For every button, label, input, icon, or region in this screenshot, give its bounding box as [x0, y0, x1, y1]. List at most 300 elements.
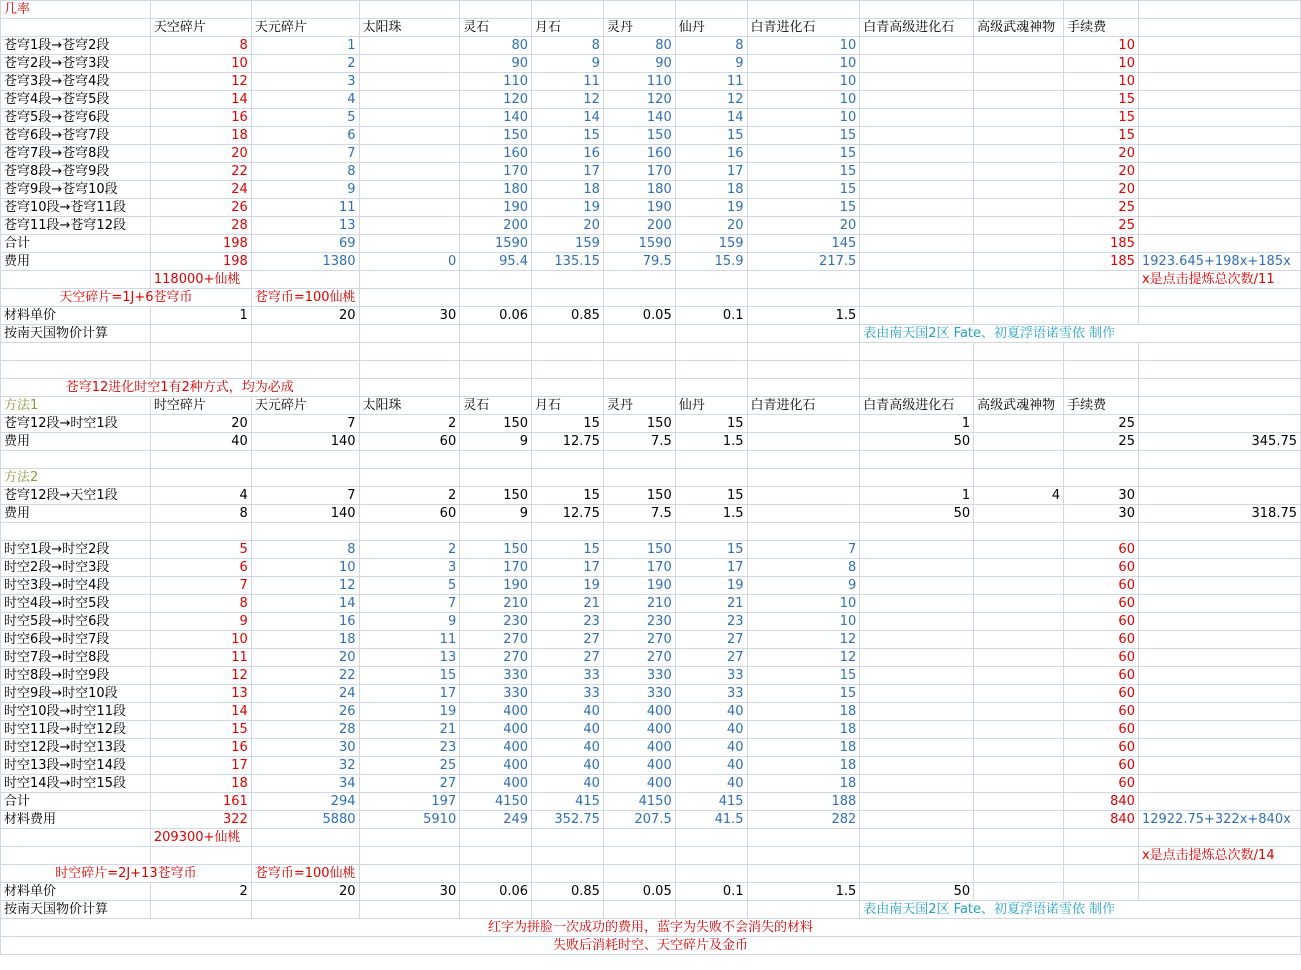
empty-cell [460, 289, 532, 307]
value-cell: 25 [1064, 199, 1139, 217]
empty-cell [747, 343, 860, 361]
value-cell: 28 [150, 217, 251, 235]
value-cell: 840 [1064, 793, 1139, 811]
value-cell: 12.75 [532, 505, 604, 523]
value-cell [974, 559, 1064, 577]
value-cell [974, 145, 1064, 163]
value-cell: 400 [603, 721, 675, 739]
cangqiong-row [1, 127, 1301, 145]
value-cell: 0.06 [460, 883, 532, 901]
empty-cell [359, 901, 460, 919]
value-cell [974, 91, 1064, 109]
value-cell: 15 [532, 415, 604, 433]
value-cell [974, 127, 1064, 145]
value-cell: 18 [747, 739, 860, 757]
value-cell: 13 [251, 217, 359, 235]
value-cell [747, 505, 860, 523]
empty-cell [532, 1, 604, 19]
empty-cell [675, 289, 747, 307]
value-cell: 207.5 [603, 811, 675, 829]
row-label: 苍穹9段→苍穹10段 [1, 181, 151, 199]
value-cell: 60 [1064, 559, 1139, 577]
value-cell [860, 217, 974, 235]
value-cell: 159 [675, 235, 747, 253]
empty-cell [603, 469, 675, 487]
value-cell: 90 [603, 55, 675, 73]
row-label: 苍穹6段→苍穹7段 [1, 127, 151, 145]
empty-cell [1064, 1, 1139, 19]
empty-cell [860, 379, 974, 397]
value-cell: 40 [532, 739, 604, 757]
value-cell: 12 [747, 631, 860, 649]
column-header: 仙丹 [675, 397, 747, 415]
value-cell: 15 [675, 541, 747, 559]
value-cell: 294 [251, 793, 359, 811]
method2-label-row [1, 469, 1301, 487]
value-cell: 2 [359, 487, 460, 505]
value-cell: 10 [251, 559, 359, 577]
value-cell: 18 [532, 181, 604, 199]
value-cell: 330 [603, 667, 675, 685]
value-cell: 18 [675, 181, 747, 199]
empty-cell [1138, 739, 1300, 757]
shikong-row [1, 667, 1301, 685]
value-cell: 7 [150, 577, 251, 595]
value-cell: 15 [359, 667, 460, 685]
value-cell: 415 [675, 793, 747, 811]
empty-cell [532, 271, 604, 289]
value-cell: 20 [1064, 181, 1139, 199]
value-cell: 2 [359, 541, 460, 559]
row-label: 费用 [1, 505, 151, 523]
empty-cell [1138, 649, 1300, 667]
value-cell: 9 [747, 577, 860, 595]
value-cell: 40 [532, 721, 604, 739]
column-header: 手续费 [1064, 19, 1139, 37]
value-cell: 25 [1064, 217, 1139, 235]
empty-cell [603, 1, 675, 19]
value-cell: 14 [675, 109, 747, 127]
value-cell: 15 [532, 127, 604, 145]
value-cell: 14 [251, 595, 359, 613]
shikong-cost-row [1, 811, 1301, 829]
value-cell: 24 [251, 685, 359, 703]
empty-cell [359, 289, 460, 307]
empty-cell [1138, 307, 1300, 325]
value-cell: 400 [603, 757, 675, 775]
row-label: 材料单价 [1, 307, 151, 325]
empty-cell [359, 523, 460, 541]
value-cell: 17 [359, 685, 460, 703]
value-cell: 188 [747, 793, 860, 811]
value-cell: 10 [1064, 73, 1139, 91]
empty-cell [150, 469, 251, 487]
value-cell: 40 [675, 721, 747, 739]
sheet-title: 几率 [1, 1, 151, 19]
column-header: 天空碎片 [150, 19, 251, 37]
empty-cell [1138, 37, 1300, 55]
empty-cell [251, 451, 359, 469]
cangqiong-row [1, 109, 1301, 127]
value-cell [860, 775, 974, 793]
row-label: 时空12段→时空13段 [1, 739, 151, 757]
value-cell: 14 [150, 91, 251, 109]
value-cell [860, 685, 974, 703]
value-cell: 16 [532, 145, 604, 163]
value-cell [860, 613, 974, 631]
value-cell: 400 [460, 703, 532, 721]
value-cell: 1 [860, 487, 974, 505]
empty-cell [747, 523, 860, 541]
value-cell: 330 [603, 685, 675, 703]
empty-cell [1064, 361, 1139, 379]
credit-note: 表由南天国2区 Fate、初夏浮语诺雪依 制作 [860, 901, 1301, 919]
value-cell [359, 181, 460, 199]
value-cell: 15 [747, 145, 860, 163]
row-label: 苍穹11段→苍穹12段 [1, 217, 151, 235]
value-cell [359, 37, 460, 55]
value-cell [974, 685, 1064, 703]
blank-row [1, 523, 1301, 541]
value-cell: 10 [747, 595, 860, 613]
empty-cell [1064, 289, 1139, 307]
value-cell: 190 [603, 199, 675, 217]
empty-cell [1138, 757, 1300, 775]
empty-cell [1064, 829, 1139, 847]
value-cell: 18 [747, 703, 860, 721]
value-cell [974, 55, 1064, 73]
calc-label: 按南天国物价计算 [1, 325, 151, 343]
value-cell: 21 [532, 595, 604, 613]
value-cell: 7.5 [603, 433, 675, 451]
empty-cell [460, 451, 532, 469]
value-cell [974, 199, 1064, 217]
value-cell: 19 [532, 199, 604, 217]
value-cell: 28 [251, 721, 359, 739]
value-cell: 15 [532, 487, 604, 505]
value-cell: 60 [1064, 649, 1139, 667]
value-cell: 197 [359, 793, 460, 811]
value-cell: 0.05 [603, 883, 675, 901]
cangqiong-row [1, 163, 1301, 181]
value-cell [974, 253, 1064, 271]
empty-cell [747, 469, 860, 487]
value-cell: 400 [460, 775, 532, 793]
value-cell: 415 [532, 793, 604, 811]
value-cell: 1 [150, 307, 251, 325]
value-cell [860, 559, 974, 577]
column-header: 太阳珠 [359, 397, 460, 415]
value-cell: 15 [747, 199, 860, 217]
empty-cell [1064, 469, 1139, 487]
empty-cell [603, 289, 675, 307]
empty-cell [532, 289, 604, 307]
value-cell [974, 541, 1064, 559]
value-cell: 69 [251, 235, 359, 253]
value-cell: 7 [251, 145, 359, 163]
value-cell: 50 [860, 505, 974, 523]
empty-cell [1064, 343, 1139, 361]
value-cell: 14 [150, 703, 251, 721]
value-cell: 9 [532, 55, 604, 73]
value-cell: 110 [603, 73, 675, 91]
shikong-row [1, 703, 1301, 721]
value-cell: 20 [150, 415, 251, 433]
empty-cell [747, 901, 860, 919]
conversion-note: 天空碎片=1J+6苍穹币 [1, 289, 252, 307]
value-cell: 60 [1064, 775, 1139, 793]
value-cell: 80 [603, 37, 675, 55]
value-cell: 60 [1064, 721, 1139, 739]
empty-cell [974, 271, 1064, 289]
empty-cell [359, 361, 460, 379]
value-cell: 10 [747, 37, 860, 55]
value-cell [974, 181, 1064, 199]
value-cell: 20 [747, 217, 860, 235]
empty-cell [747, 847, 860, 865]
empty-cell [974, 847, 1064, 865]
empty-cell [150, 523, 251, 541]
empty-cell [1, 271, 151, 289]
value-cell [974, 217, 1064, 235]
empty-cell [251, 325, 359, 343]
empty-cell [1, 523, 151, 541]
value-cell: 8 [150, 37, 251, 55]
empty-cell [675, 1, 747, 19]
empty-cell [460, 343, 532, 361]
value-cell: 230 [603, 613, 675, 631]
value-cell: 7 [359, 595, 460, 613]
column-header: 天元碎片 [251, 19, 359, 37]
row-label: 苍穹8段→苍穹9段 [1, 163, 151, 181]
value-cell: 9 [675, 55, 747, 73]
cangqiong-row [1, 145, 1301, 163]
row-label: 费用 [1, 433, 151, 451]
value-cell: 140 [251, 433, 359, 451]
shikong-row [1, 739, 1301, 757]
value-cell [359, 109, 460, 127]
credit-note: 表由南天国2区 Fate、初夏浮语诺雪依 制作 [860, 325, 1301, 343]
value-cell: 60 [1064, 667, 1139, 685]
row-label: 时空9段→时空10段 [1, 685, 151, 703]
empty-cell [532, 847, 604, 865]
cangqiong-note-row [1, 271, 1301, 289]
row-label: 时空1段→时空2段 [1, 541, 151, 559]
section2-title-row [1, 379, 1301, 397]
value-cell: 10 [747, 55, 860, 73]
row-label: 时空3段→时空4段 [1, 577, 151, 595]
value-cell: 30 [251, 739, 359, 757]
empty-cell [532, 829, 604, 847]
value-cell [860, 55, 974, 73]
value-cell: 270 [603, 649, 675, 667]
row-label: 时空7段→时空8段 [1, 649, 151, 667]
column-header: 天元碎片 [251, 397, 359, 415]
value-cell [747, 433, 860, 451]
value-cell: 150 [460, 127, 532, 145]
value-cell: 400 [603, 703, 675, 721]
value-cell: 11 [251, 199, 359, 217]
value-cell: 150 [603, 487, 675, 505]
value-cell: 150 [460, 541, 532, 559]
value-cell: 20 [1064, 145, 1139, 163]
empty-cell [1138, 577, 1300, 595]
value-cell [974, 739, 1064, 757]
value-cell [974, 433, 1064, 451]
shikong-row [1, 685, 1301, 703]
value-cell: 150 [603, 127, 675, 145]
value-cell: 2 [251, 55, 359, 73]
value-cell: 19 [675, 577, 747, 595]
empty-cell [1, 847, 151, 865]
empty-cell [603, 325, 675, 343]
value-cell [860, 163, 974, 181]
value-cell: 8 [251, 541, 359, 559]
value-cell: 60 [1064, 739, 1139, 757]
column-header: 灵丹 [603, 397, 675, 415]
value-cell: 11 [532, 73, 604, 91]
value-cell: 40 [532, 757, 604, 775]
value-cell: 1380 [251, 253, 359, 271]
value-cell [359, 73, 460, 91]
value-cell: 34 [251, 775, 359, 793]
legend-note: 红字为拼脸一次成功的费用，蓝字为失败不会消失的材料 [1, 919, 1301, 937]
value-cell [1138, 415, 1300, 433]
value-cell: 27 [675, 649, 747, 667]
empty-cell [1138, 703, 1300, 721]
empty-cell [747, 361, 860, 379]
value-cell: 20 [251, 307, 359, 325]
value-cell: 20 [532, 217, 604, 235]
empty-cell [603, 865, 675, 883]
value-cell: 14 [532, 109, 604, 127]
shikong-row [1, 631, 1301, 649]
value-cell [974, 757, 1064, 775]
empty-cell [860, 451, 974, 469]
empty-cell [603, 901, 675, 919]
value-cell: 10 [747, 91, 860, 109]
shikong-total-row [1, 793, 1301, 811]
value-cell: 22 [150, 163, 251, 181]
value-cell: 20 [675, 217, 747, 235]
value-cell: 190 [460, 199, 532, 217]
value-cell: 330 [460, 667, 532, 685]
blank-row [1, 343, 1301, 361]
value-cell: 4150 [460, 793, 532, 811]
value-cell: 11 [359, 631, 460, 649]
value-cell: 4 [251, 91, 359, 109]
value-cell: 318.75 [1138, 505, 1300, 523]
value-cell: 6 [251, 127, 359, 145]
empty-cell [675, 829, 747, 847]
value-cell [860, 739, 974, 757]
value-cell: 15 [747, 163, 860, 181]
empty-cell [1138, 163, 1300, 181]
value-cell: 0.85 [532, 883, 604, 901]
empty-cell [532, 865, 604, 883]
value-cell: 230 [460, 613, 532, 631]
value-cell: 170 [460, 163, 532, 181]
formula-cell: 1923.645+198x+185x [1138, 253, 1300, 271]
empty-cell [251, 361, 359, 379]
value-cell: 1.5 [675, 433, 747, 451]
value-cell: 25 [1064, 415, 1139, 433]
value-cell: 10 [1064, 55, 1139, 73]
empty-cell [603, 379, 675, 397]
value-cell: 15 [675, 415, 747, 433]
shikong-row [1, 775, 1301, 793]
value-cell: 15 [675, 127, 747, 145]
value-cell: 41.5 [675, 811, 747, 829]
value-cell [974, 775, 1064, 793]
value-cell: 15 [532, 541, 604, 559]
method1-cost-row [1, 433, 1301, 451]
column-header: 白青进化石 [747, 397, 860, 415]
empty-cell [1138, 73, 1300, 91]
column-header: 月石 [532, 19, 604, 37]
row-label: 时空10段→时空11段 [1, 703, 151, 721]
column-header: 时空碎片 [150, 397, 251, 415]
value-cell: 80 [460, 37, 532, 55]
value-cell: 9 [460, 433, 532, 451]
value-cell: 1.5 [675, 505, 747, 523]
empty-cell [1138, 559, 1300, 577]
footer-note: 失败后消耗时空、天空碎片及金币 [1, 937, 1301, 955]
cangqiong-total-row [1, 235, 1301, 253]
empty-cell [532, 379, 604, 397]
value-cell: 90 [460, 55, 532, 73]
empty-cell [675, 865, 747, 883]
empty-cell [1138, 883, 1300, 901]
value-cell [860, 199, 974, 217]
empty-cell [150, 1, 251, 19]
value-cell: 15.9 [675, 253, 747, 271]
value-cell [860, 811, 974, 829]
value-cell: 19 [675, 199, 747, 217]
value-cell [860, 595, 974, 613]
value-cell: 217.5 [747, 253, 860, 271]
blank-row [1, 451, 1301, 469]
empty-cell [860, 847, 974, 865]
empty-cell [1138, 55, 1300, 73]
value-cell: 33 [675, 685, 747, 703]
value-cell: 5880 [251, 811, 359, 829]
value-cell: 4150 [603, 793, 675, 811]
empty-cell [1138, 181, 1300, 199]
shikong-note-row [1, 829, 1301, 847]
value-cell [974, 235, 1064, 253]
value-cell: 12 [251, 577, 359, 595]
empty-cell [860, 271, 974, 289]
empty-cell [747, 325, 860, 343]
value-cell: 8 [150, 595, 251, 613]
value-cell: 17 [532, 559, 604, 577]
value-cell: 15 [747, 685, 860, 703]
value-cell: 198 [150, 253, 251, 271]
empty-cell [1138, 235, 1300, 253]
empty-cell [603, 343, 675, 361]
empty-cell [1138, 829, 1300, 847]
empty-cell [1138, 109, 1300, 127]
value-cell: 180 [603, 181, 675, 199]
value-cell: 79.5 [603, 253, 675, 271]
value-cell: 24 [150, 181, 251, 199]
value-cell: 8 [675, 37, 747, 55]
value-cell: 170 [603, 559, 675, 577]
empty-cell [359, 847, 460, 865]
empty-cell [150, 361, 251, 379]
value-cell [860, 37, 974, 55]
